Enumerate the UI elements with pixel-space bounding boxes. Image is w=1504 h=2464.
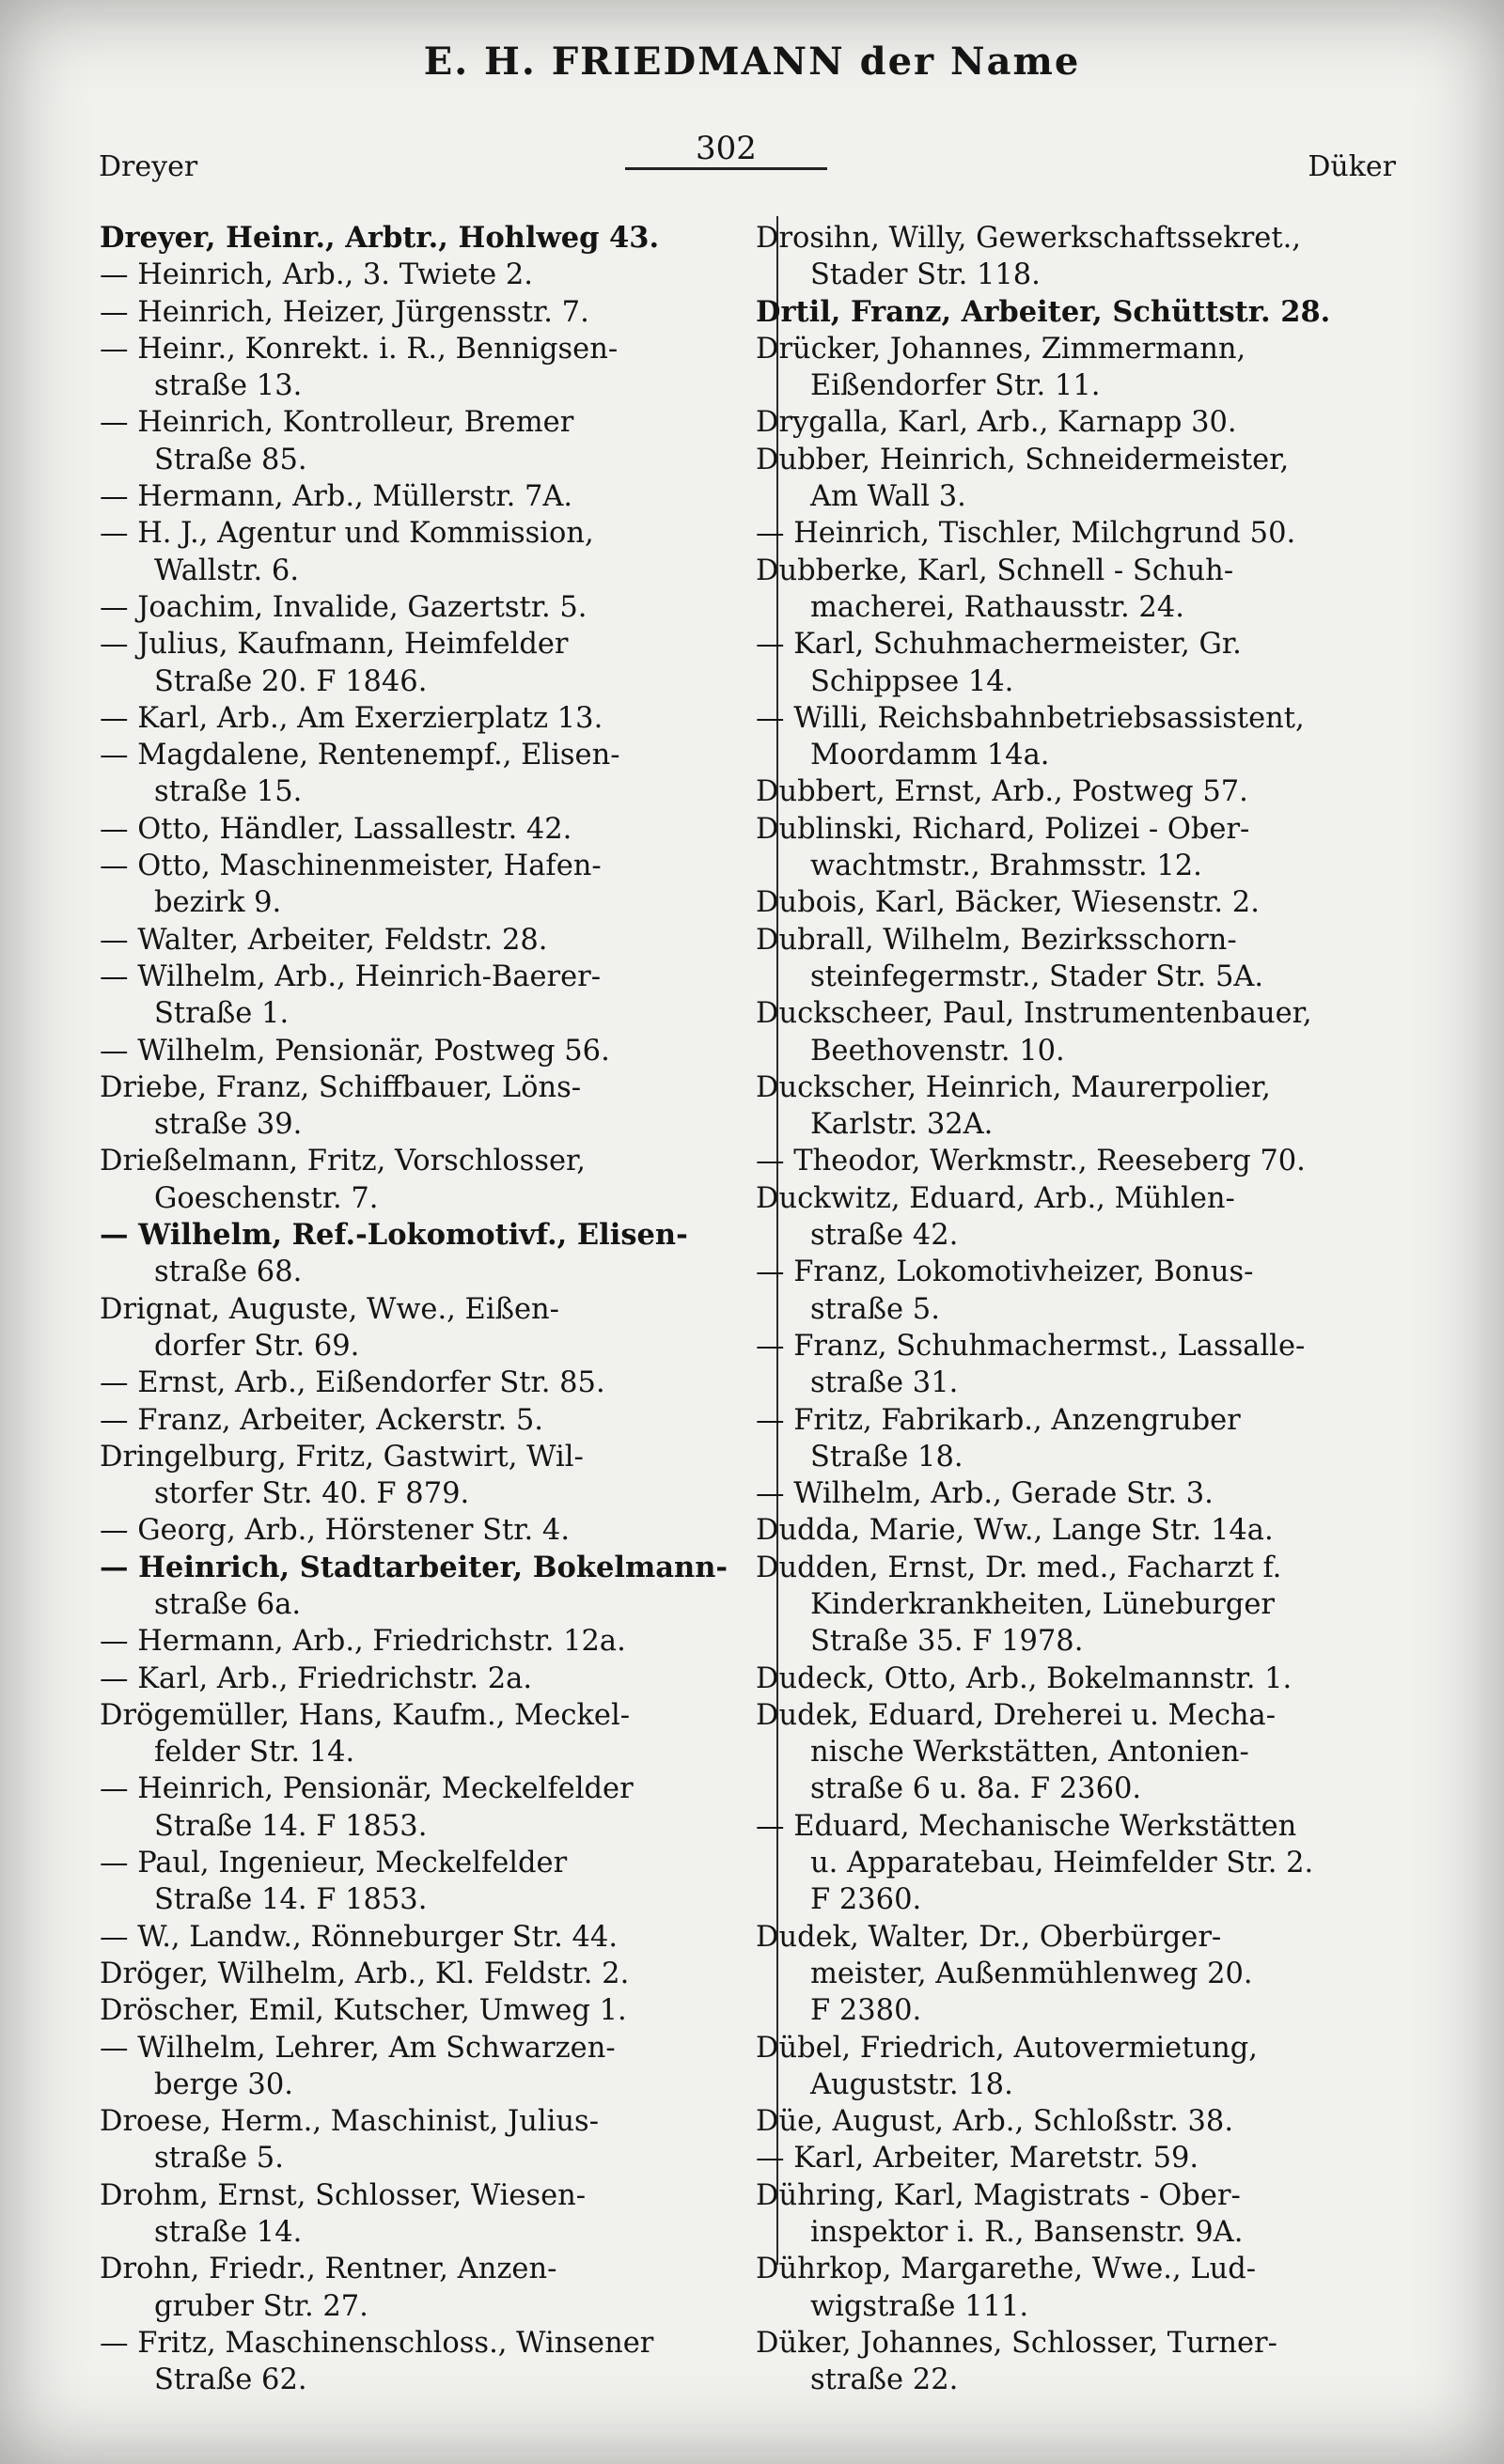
entry-line: — Otto, Maschinenmeister, Hafen- [100, 850, 602, 883]
entry-line: — Heinr., Konrekt. i. R., Bennigsen- [100, 332, 619, 366]
entry-line: straße 14. [154, 2216, 303, 2250]
entry-line: gruber Str. 27. [154, 2289, 368, 2323]
entry-line: Schippsee 14. [810, 664, 1014, 698]
entry-line: F 2360. [810, 1883, 922, 1917]
entry-line: straße 31. [810, 1366, 959, 1400]
entry-line: Goeschenstr. 7. [154, 1181, 379, 1215]
entry-line: — Karl, Arb., Am Exerzierplatz 13. [100, 701, 603, 735]
entry-line: nische Werkstätten, Antonien- [810, 1736, 1249, 1770]
entry-line: Dudek, Walter, Dr., Oberbürger- [756, 1920, 1222, 1954]
entry-line: storfer Str. 40. F 879. [154, 1477, 470, 1511]
entry-line: Straße 14. F 1853. [154, 1883, 428, 1917]
entry-line: Dudden, Ernst, Dr. med., Facharzt f. [756, 1551, 1282, 1584]
right-column [756, 220, 1395, 2399]
entry-line: macherei, Rathausstr. 24. [810, 590, 1184, 624]
entry-line: straße 5. [810, 1292, 940, 1326]
entry-line: — Heinrich, Heizer, Jürgensstr. 7. [100, 295, 589, 329]
entry-line: Straße 1. [154, 997, 290, 1031]
entry-line: Drignat, Auguste, Wwe., Eißen- [100, 1292, 559, 1326]
entry-line: — H. J., Agentur und Kommission, [100, 517, 594, 551]
entry-line: straße 6a. [154, 1587, 302, 1621]
entry-line: — Hermann, Arb., Friedrichstr. 12a. [100, 1625, 626, 1659]
entry-line: Driebe, Franz, Schiffbauer, Löns- [100, 1070, 582, 1104]
entry-line: wachtmstr., Brahmsstr. 12. [810, 850, 1202, 883]
entry-line: Beethovenstr. 10. [810, 1034, 1065, 1068]
entry-line: — Joachim, Invalide, Gazertstr. 5. [100, 590, 588, 624]
entry-line: steinfegermstr., Stader Str. 5A. [810, 959, 1264, 993]
entry-line: Straße 14. F 1853. [154, 1809, 428, 1843]
entry-line: Straße 62. [154, 2363, 307, 2397]
entry-line: straße 5. [154, 2142, 284, 2175]
entry-line: Dübel, Friedrich, Autovermietung, [756, 2031, 1258, 2065]
entry-line: Dudek, Eduard, Dreherei u. Mecha- [756, 1698, 1277, 1732]
entry-line: Düker, Johannes, Schlosser, Turner- [756, 2326, 1277, 2360]
entry-line: — Hermann, Arb., Müllerstr. 7A. [100, 480, 573, 514]
entry-line: Straße 20. F 1846. [154, 664, 428, 698]
entry-line: u. Apparatebau, Heimfelder Str. 2. [810, 1847, 1314, 1880]
entry-line: — Georg, Arb., Hörstener Str. 4. [100, 1514, 571, 1548]
entry-line: Dubbert, Ernst, Arb., Postweg 57. [756, 775, 1248, 809]
entry-line: Auguststr. 18. [810, 2067, 1013, 2101]
entry-line: — Wilhelm, Arb., Heinrich-Baerer- [100, 959, 602, 993]
entry-line: Dudda, Marie, Ww., Lange Str. 14a. [756, 1514, 1274, 1548]
entry-line: Duckwitz, Eduard, Arb., Mühlen- [756, 1181, 1235, 1215]
entry-line: Dröscher, Emil, Kutscher, Umweg 1. [100, 1994, 627, 2028]
entry-line: wigstraße 111. [810, 2289, 1029, 2323]
entry-line: straße 39. [154, 1108, 303, 1142]
entry-line: felder Str. 14. [154, 1736, 355, 1770]
entry-line: — Heinrich, Pensionär, Meckelfelder [100, 1772, 634, 1806]
entry-line: Stader Str. 118. [810, 258, 1041, 292]
running-head-left: Dreyer [99, 150, 198, 183]
entry-line: Karlstr. 32A. [810, 1108, 994, 1142]
page-number-rule [625, 167, 827, 170]
entry-line: — Franz, Arbeiter, Ackerstr. 5. [100, 1403, 543, 1437]
entry-line: — Paul, Ingenieur, Meckelfelder [100, 1847, 568, 1880]
entry-line: — Karl, Schuhmachermeister, Gr. [756, 628, 1242, 662]
entry-line: — Magdalene, Rentenempf., Elisen- [100, 739, 620, 772]
entry-line: Dudeck, Otto, Arb., Bokelmannstr. 1. [756, 1661, 1292, 1695]
entry-line: — Fritz, Maschinenschloss., Winsener [100, 2326, 654, 2360]
entry-line: Drosihn, Willy, Gewerkschaftssekret., [756, 222, 1301, 255]
entry-line: Dröger, Wilhelm, Arb., Kl. Feldstr. 2. [100, 1957, 630, 1990]
entry-line: Kinderkrankheiten, Lüneburger [810, 1587, 1275, 1621]
entry-line: berge 30. [154, 2067, 293, 2101]
entry-line: — Heinrich, Kontrolleur, Bremer [100, 406, 574, 440]
entry-line: Drygalla, Karl, Arb., Karnapp 30. [756, 406, 1237, 440]
entry-line: — Eduard, Mechanische Werkstätten [756, 1809, 1297, 1843]
entry-line: — Wilhelm, Arb., Gerade Str. 3. [756, 1477, 1214, 1511]
entry-line: Straße 18. [810, 1440, 964, 1474]
entry-line: meister, Außenmühlenweg 20. [810, 1957, 1253, 1990]
entry-line: Dublinski, Richard, Polizei - Ober- [756, 812, 1250, 846]
entry-line: Drücker, Johannes, Zimmermann, [756, 332, 1246, 366]
entry-line: Straße 35. F 1978. [810, 1625, 1084, 1659]
entry-line: Dreyer, Heinr., Arbtr., Hohlweg 43. [100, 221, 660, 255]
entry-line: Dringelburg, Fritz, Gastwirt, Wil- [100, 1440, 584, 1474]
entry-line: Eißendorfer Str. 11. [810, 369, 1101, 403]
entry-line: Dührkop, Margarethe, Wwe., Lud- [756, 2253, 1257, 2286]
entry-line: Dühring, Karl, Magistrats - Ober- [756, 2178, 1241, 2212]
entry-line: — Fritz, Fabrikarb., Anzengruber [756, 1403, 1241, 1437]
entry-line: straße 22. [810, 2363, 959, 2397]
entry-line: Drögemüller, Hans, Kaufm., Meckel- [100, 1698, 631, 1732]
entry-line: — Franz, Schuhmachermst., Lassalle- [756, 1329, 1306, 1363]
entry-line: — Walter, Arbeiter, Feldstr. 28. [100, 923, 548, 957]
entry-line: — Heinrich, Tischler, Milchgrund 50. [756, 517, 1296, 551]
entry-line: — Heinrich, Stadtarbeiter, Bokelmann- [100, 1550, 728, 1584]
entry-line: Dubberke, Karl, Schnell - Schuh- [756, 554, 1234, 587]
entry-line: Am Wall 3. [810, 480, 966, 514]
entry-line: — Karl, Arbeiter, Maretstr. 59. [756, 2142, 1199, 2175]
entry-line: dorfer Str. 69. [154, 1329, 360, 1363]
entry-line: F 2380. [810, 1994, 922, 2028]
entry-line: Drohn, Friedr., Rentner, Anzen- [100, 2253, 557, 2286]
entry-line: Dubrall, Wilhelm, Bezirksschorn- [756, 923, 1237, 957]
page-header-title: E. H. FRIEDMANN der Name [423, 39, 1081, 84]
entry-line: — Ernst, Arb., Eißendorfer Str. 85. [100, 1366, 605, 1400]
entry-line: — Heinrich, Arb., 3. Twiete 2. [100, 258, 533, 292]
entry-line: straße 42. [810, 1219, 959, 1253]
entry-line: Duckscheer, Paul, Instrumentenbauer, [756, 997, 1312, 1031]
entry-line: — Julius, Kaufmann, Heimfelder [100, 628, 569, 662]
entry-line: bezirk 9. [154, 886, 282, 920]
entry-line: inspektor i. R., Bansenstr. 9A. [810, 2216, 1244, 2250]
entry-line: straße 15. [154, 775, 303, 809]
entry-line: Wallstr. 6. [154, 554, 300, 587]
left-column [100, 220, 739, 2399]
entry-line: — Franz, Lokomotivheizer, Bonus- [756, 1255, 1254, 1289]
entry-line: — Wilhelm, Lehrer, Am Schwarzen- [100, 2031, 616, 2065]
entry-line: straße 13. [154, 369, 303, 403]
entry-line: Straße 85. [154, 443, 307, 476]
entry-line: Drohm, Ernst, Schlosser, Wiesen- [100, 2178, 587, 2212]
entry-line: — W., Landw., Rönneburger Str. 44. [100, 1920, 619, 1954]
entry-line: straße 6 u. 8a. F 2360. [810, 1772, 1142, 1806]
entry-line: — Karl, Arb., Friedrichstr. 2a. [100, 1661, 533, 1695]
entry-line: Drtil, Franz, Arbeiter, Schüttstr. 28. [756, 294, 1331, 329]
entry-line: Düe, August, Arb., Schloßstr. 38. [756, 2105, 1234, 2139]
entry-line: Drießelmann, Fritz, Vorschlosser, [100, 1145, 586, 1178]
entry-line: Moordamm 14a. [810, 739, 1050, 772]
entry-line: Duckscher, Heinrich, Maurerpolier, [756, 1070, 1271, 1104]
entry-line: Dubber, Heinrich, Schneidermeister, [756, 443, 1290, 476]
entry-line: — Theodor, Werkmstr., Reeseberg 70. [756, 1145, 1306, 1178]
entry-line: Dubois, Karl, Bäcker, Wiesenstr. 2. [756, 886, 1260, 920]
page-number: 302 [696, 130, 757, 167]
entry-line: — Willi, Reichsbahnbetriebsassistent, [756, 701, 1305, 735]
entry-line: — Wilhelm, Pensionär, Postweg 56. [100, 1034, 610, 1068]
entry-line: — Wilhelm, Ref.-Lokomotivf., Elisen- [100, 1218, 688, 1253]
entry-line: — Otto, Händler, Lassallestr. 42. [100, 812, 572, 846]
entry-line: straße 68. [154, 1255, 303, 1289]
running-head-right: Düker [1308, 150, 1396, 183]
entry-line: Droese, Herm., Maschinist, Julius- [100, 2105, 599, 2139]
